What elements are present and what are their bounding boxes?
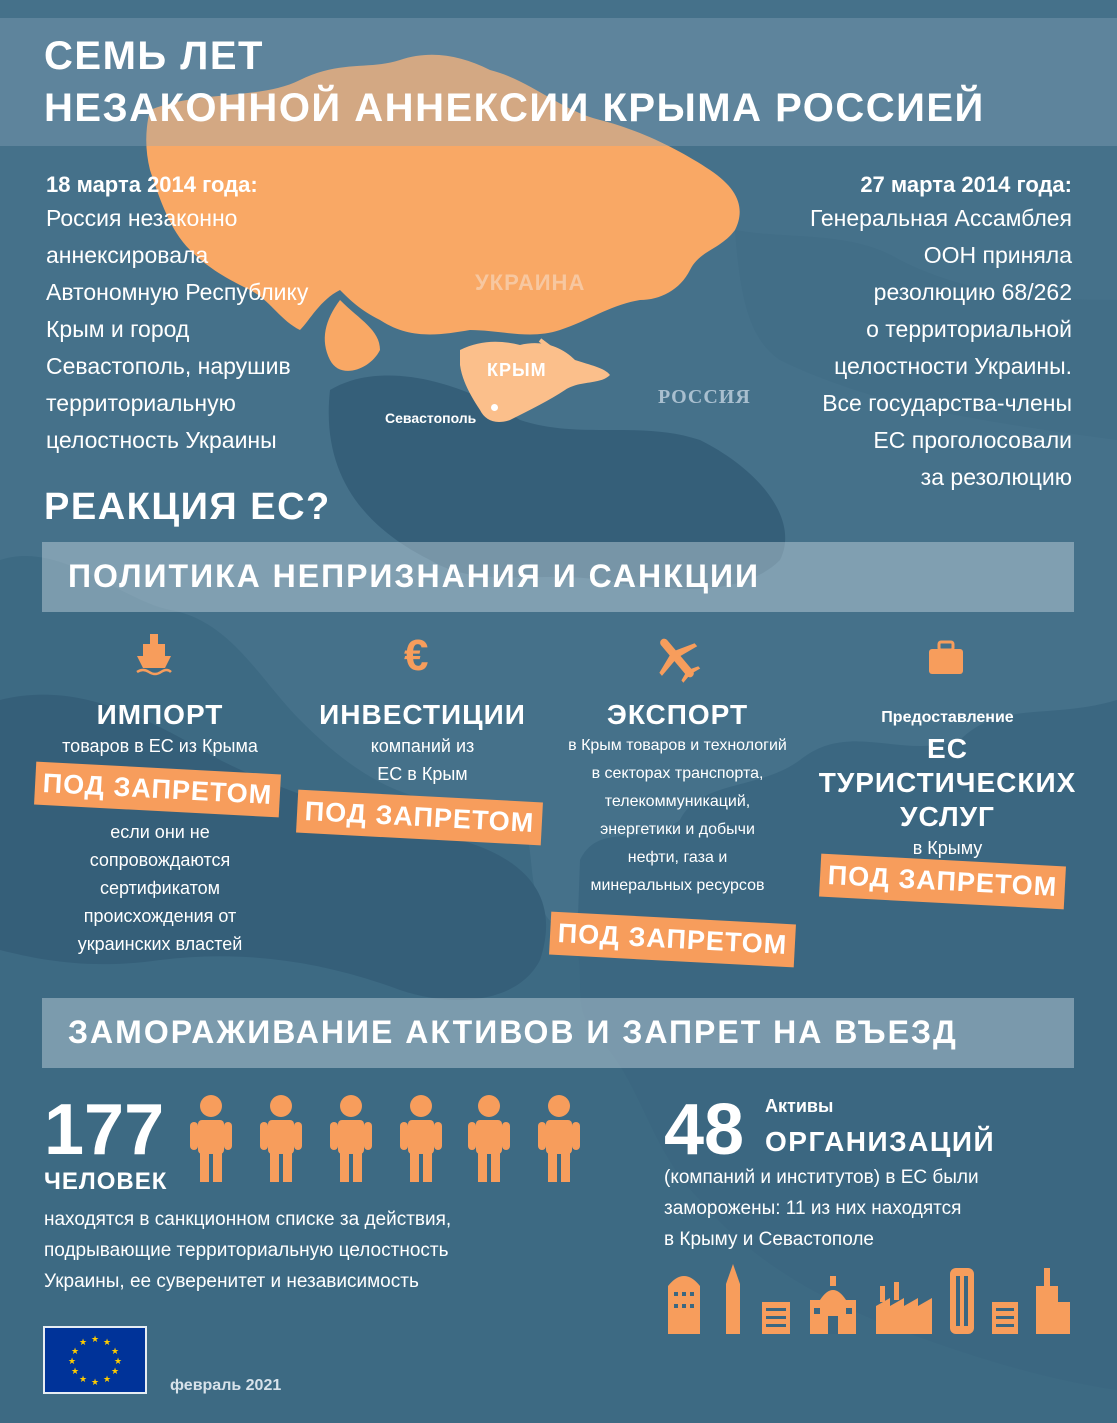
svg-text:★: ★ bbox=[90, 1378, 100, 1388]
left-line: целостность Украины bbox=[46, 427, 277, 453]
title-line-2: НЕЗАКОННОЙ АННЕКСИИ КРЫМА РОССИЕЙ bbox=[44, 86, 985, 130]
investment-column bbox=[305, 698, 540, 788]
right-block bbox=[730, 170, 1072, 496]
right-line: Генеральная Ассамблея bbox=[809, 205, 1072, 231]
import-subtitle: товаров в ЕС из Крыма bbox=[62, 736, 258, 756]
left-date bbox=[46, 170, 386, 200]
right-line: резолюцию 68/262 bbox=[873, 279, 1072, 305]
orgs-text bbox=[664, 1162, 979, 1255]
crimea-label: КРЫМ bbox=[487, 360, 547, 380]
people-text bbox=[44, 1204, 451, 1297]
svg-text:★: ★ bbox=[90, 1335, 100, 1345]
people-line: Украины, ее суверенитет и независимость bbox=[44, 1271, 419, 1292]
tourism-title-2: ТУРИСТИЧЕСКИХ bbox=[818, 767, 1077, 798]
export-line: в Крым товаров и технологий bbox=[568, 737, 787, 754]
svg-text:★: ★ bbox=[70, 1347, 80, 1357]
svg-text:★: ★ bbox=[110, 1367, 120, 1377]
import-column bbox=[40, 698, 280, 760]
tourism-title-1: ЕС bbox=[927, 733, 968, 764]
left-date-suffix: : bbox=[250, 172, 258, 197]
right-line: целостности Украины. bbox=[834, 353, 1072, 379]
people-line: находятся в санкционном списке за действия, bbox=[44, 1209, 452, 1230]
title-line-1: СЕМЬ ЛЕТ bbox=[44, 34, 264, 78]
left-line: аннексировала bbox=[46, 242, 209, 268]
svg-text:★: ★ bbox=[110, 1347, 120, 1357]
svg-text:★: ★ bbox=[78, 1338, 88, 1348]
sanctions-band-title: ПОЛИТИКА НЕПРИЗНАНИЯ И САНКЦИИ bbox=[68, 558, 761, 594]
left-text bbox=[46, 200, 386, 459]
right-date-suffix: : bbox=[1064, 172, 1072, 197]
svg-text:★: ★ bbox=[78, 1375, 88, 1385]
import-title: ИМПОРТ bbox=[96, 699, 224, 730]
export-line: энергетики и добычи bbox=[600, 821, 755, 838]
tourism-pre: Предоставление bbox=[881, 709, 1014, 726]
orgs-line: (компаний и институтов) в ЕС были bbox=[664, 1167, 979, 1188]
people-number: 177 bbox=[44, 1090, 165, 1170]
left-line: Севастополь, нарушив bbox=[46, 353, 291, 379]
export-column bbox=[540, 698, 815, 900]
people-label: ЧЕЛОВЕК bbox=[44, 1168, 168, 1195]
right-date-text: 27 марта 2014 года bbox=[860, 172, 1065, 197]
export-line: телекоммуникаций, bbox=[604, 793, 751, 810]
left-line: Россия незаконно bbox=[46, 205, 238, 231]
orgs-pre: Активы bbox=[765, 1096, 834, 1116]
export-ban-stamp: ПОД ЗАПРЕТОМ bbox=[549, 912, 796, 968]
svg-text:★: ★ bbox=[113, 1357, 123, 1367]
people-line: подрывающие территориальную целостность bbox=[44, 1240, 449, 1261]
import-note: украинских властей bbox=[77, 934, 243, 954]
investment-title: ИНВЕСТИЦИИ bbox=[319, 699, 526, 730]
ukraine-label: УКРАИНА bbox=[475, 270, 586, 295]
left-line: Крым и город bbox=[46, 316, 190, 342]
right-line: Все государства-члены bbox=[822, 390, 1072, 416]
export-line: минеральных ресурсов bbox=[590, 877, 765, 894]
suitcase-icon bbox=[927, 640, 965, 676]
person-icon bbox=[258, 1094, 304, 1184]
left-line: территориальную bbox=[46, 390, 236, 416]
tourism-post: в Крыму bbox=[912, 838, 983, 858]
person-icon bbox=[188, 1094, 234, 1184]
page-title bbox=[44, 30, 985, 134]
tourism-title-3: УСЛУГ bbox=[900, 801, 995, 832]
svg-text:★: ★ bbox=[67, 1357, 77, 1367]
person-icon bbox=[328, 1094, 374, 1184]
svg-text:★: ★ bbox=[102, 1375, 112, 1385]
right-line: ООН приняла bbox=[923, 242, 1072, 268]
import-note: если они не bbox=[110, 822, 210, 842]
left-date-text: 18 марта 2014 года bbox=[46, 172, 251, 197]
export-line: в секторах транспорта, bbox=[591, 765, 764, 782]
euro-icon: € bbox=[404, 631, 429, 680]
import-notes bbox=[40, 818, 280, 958]
ship-icon bbox=[135, 632, 173, 676]
investment-subtitle-2: ЕС в Крым bbox=[377, 764, 468, 784]
assets-band-title: ЗАМОРАЖИВАНИЕ АКТИВОВ И ЗАПРЕТ НА ВЪЕЗД bbox=[68, 1014, 958, 1050]
sevastopol-dot bbox=[491, 404, 498, 411]
svg-text:★: ★ bbox=[102, 1338, 112, 1348]
import-note: сопровождаются bbox=[89, 850, 231, 870]
orgs-number: 48 bbox=[664, 1090, 745, 1170]
orgs-label: ОРГАНИЗАЦИЙ bbox=[765, 1126, 996, 1157]
import-note: сертификатом bbox=[99, 878, 221, 898]
right-line: о территориальной bbox=[866, 316, 1072, 342]
export-title: ЭКСПОРТ bbox=[606, 699, 749, 730]
right-line: за резолюцию bbox=[920, 464, 1072, 490]
import-note: происхождения от bbox=[83, 906, 237, 926]
sevastopol-label: Севастополь bbox=[385, 410, 477, 426]
person-icon bbox=[398, 1094, 444, 1184]
tourism-column bbox=[810, 704, 1085, 862]
tourism-ban-stamp: ПОД ЗАПРЕТОМ bbox=[819, 854, 1066, 910]
airplane-icon bbox=[650, 632, 704, 684]
right-text bbox=[730, 200, 1072, 496]
buildings-icon bbox=[664, 1262, 1076, 1336]
investment-subtitle-1: компаний из bbox=[370, 736, 475, 756]
right-line: ЕС проголосовали bbox=[873, 427, 1072, 453]
eu-stars-icon bbox=[45, 1328, 145, 1392]
svg-text:★: ★ bbox=[70, 1367, 80, 1377]
orgs-line: заморожены: 11 из них находятся bbox=[664, 1198, 962, 1219]
orgs-line: в Крыму и Севастополе bbox=[664, 1229, 874, 1250]
investment-ban-stamp: ПОД ЗАПРЕТОМ bbox=[296, 790, 543, 846]
russia-label: РОССИЯ bbox=[658, 386, 751, 408]
footer-date: февраль 2021 bbox=[170, 1377, 282, 1394]
reaction-heading: РЕАКЦИЯ ЕС? bbox=[44, 486, 331, 528]
person-icon bbox=[466, 1094, 512, 1184]
left-block bbox=[46, 170, 386, 459]
right-date bbox=[730, 170, 1072, 200]
eu-flag-logo bbox=[43, 1326, 147, 1394]
export-line: нефти, газа и bbox=[627, 849, 728, 866]
left-line: Автономную Республику bbox=[46, 279, 309, 305]
person-icon bbox=[536, 1094, 582, 1184]
import-ban-stamp: ПОД ЗАПРЕТОМ bbox=[34, 762, 281, 818]
